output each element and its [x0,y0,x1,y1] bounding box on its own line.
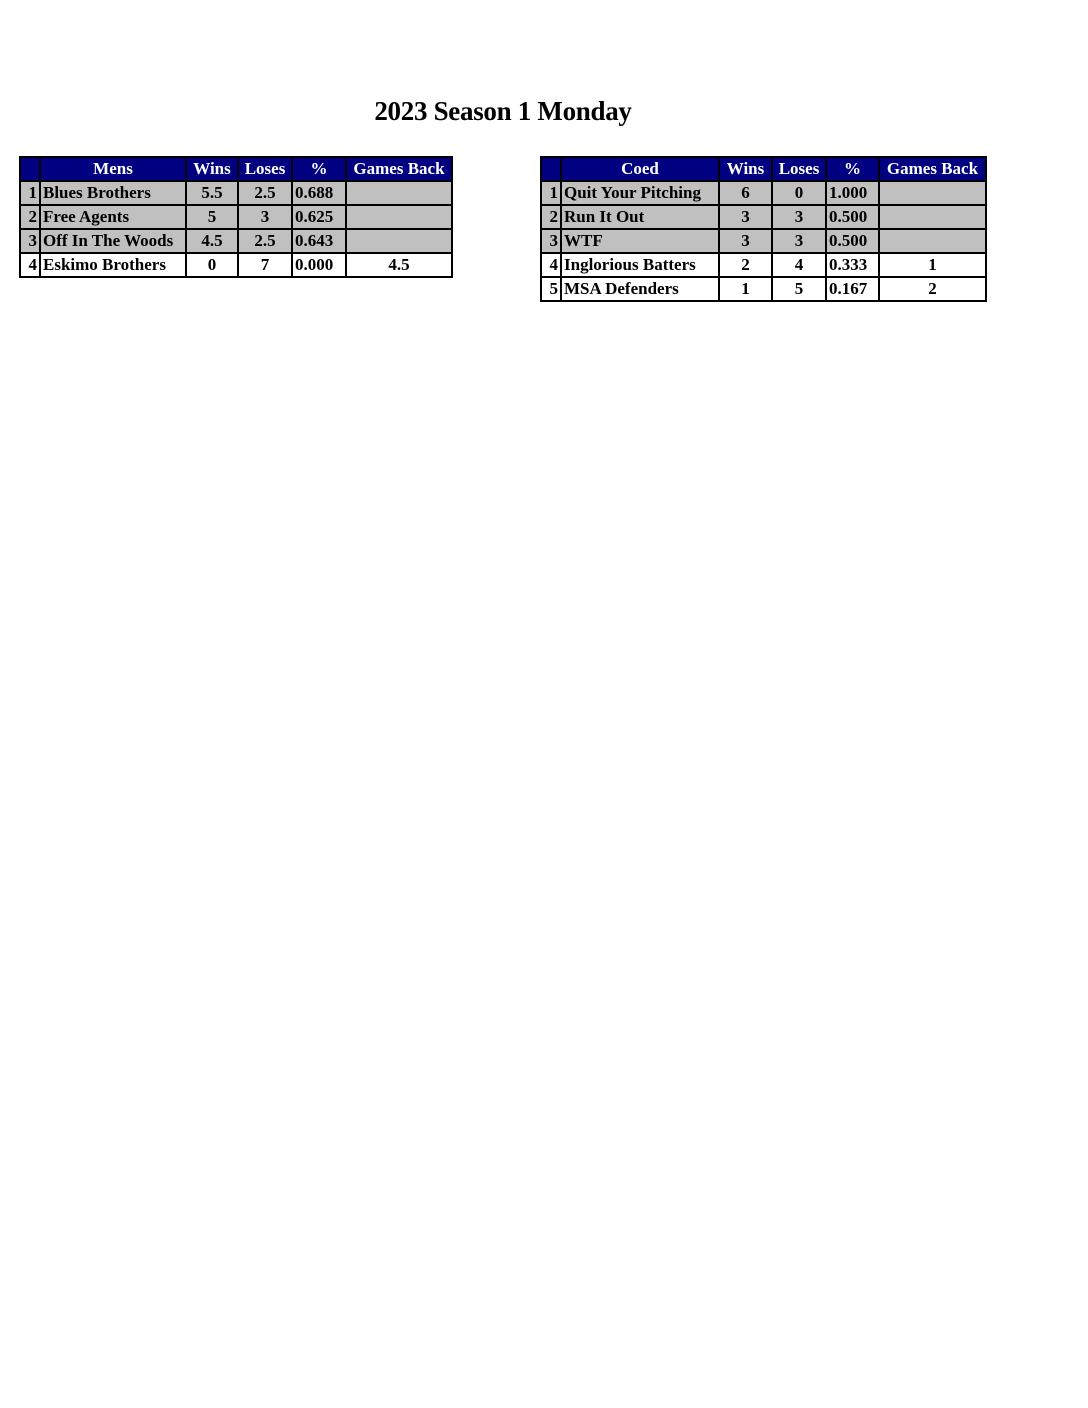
loses-cell: 7 [238,253,292,277]
wins-cell: 5.5 [186,181,238,205]
games-back-cell: 4.5 [346,253,452,277]
wins-cell: 3 [719,205,772,229]
percent-cell: 0.500 [826,205,879,229]
games-back-cell [879,181,986,205]
page-title: 2023 Season 1 Monday [374,96,632,126]
wins-cell: 5 [186,205,238,229]
percent-cell: 0.625 [292,205,346,229]
team-cell: MSA Defenders [561,277,719,301]
loses-cell: 4 [772,253,826,277]
mens-header-row [20,157,452,181]
table-row [541,181,986,205]
coed-header-row [541,157,986,181]
rank-cell: 4 [541,253,561,277]
rank-cell: 2 [20,205,40,229]
team-cell: Quit Your Pitching [561,181,719,205]
coed-standings-table [540,156,987,302]
loses-header: Loses [238,157,292,181]
loses-cell: 3 [772,229,826,253]
rank-header [20,157,40,181]
rank-cell: 3 [541,229,561,253]
team-cell: WTF [561,229,719,253]
games-back-header: Games Back [346,157,452,181]
rank-cell: 1 [541,181,561,205]
wins-cell: 0 [186,253,238,277]
games-back-cell [346,229,452,253]
division-header: Mens [40,157,186,181]
games-back-cell [346,205,452,229]
table-row [20,205,452,229]
games-back-cell [879,205,986,229]
loses-cell: 2.5 [238,181,292,205]
table-row [541,253,986,277]
table-row [20,181,452,205]
table-row [541,229,986,253]
games-back-cell [879,229,986,253]
table-row [20,229,452,253]
loses-cell: 5 [772,277,826,301]
loses-cell: 3 [772,205,826,229]
rank-header [541,157,561,181]
division-header: Coed [561,157,719,181]
table-row [541,277,986,301]
wins-cell: 4.5 [186,229,238,253]
percent-cell: 0.500 [826,229,879,253]
percent-cell: 0.167 [826,277,879,301]
rank-cell: 3 [20,229,40,253]
loses-cell: 0 [772,181,826,205]
percent-cell: 0.000 [292,253,346,277]
rank-cell: 4 [20,253,40,277]
team-cell: Inglorious Batters [561,253,719,277]
rank-cell: 1 [20,181,40,205]
table-row [541,205,986,229]
percent-header: % [826,157,879,181]
wins-header: Wins [719,157,772,181]
wins-cell: 6 [719,181,772,205]
loses-cell: 3 [238,205,292,229]
percent-cell: 0.333 [826,253,879,277]
table-row [20,253,452,277]
wins-header: Wins [186,157,238,181]
wins-cell: 3 [719,229,772,253]
percent-cell: 1.000 [826,181,879,205]
wins-cell: 2 [719,253,772,277]
percent-header: % [292,157,346,181]
games-back-cell [346,181,452,205]
team-cell: Free Agents [40,205,186,229]
loses-header: Loses [772,157,826,181]
games-back-cell: 2 [879,277,986,301]
rank-cell: 2 [541,205,561,229]
team-cell: Off In The Woods [40,229,186,253]
rank-cell: 5 [541,277,561,301]
games-back-cell: 1 [879,253,986,277]
team-cell: Eskimo Brothers [40,253,186,277]
games-back-header: Games Back [879,157,986,181]
team-cell: Run It Out [561,205,719,229]
percent-cell: 0.643 [292,229,346,253]
team-cell: Blues Brothers [40,181,186,205]
percent-cell: 0.688 [292,181,346,205]
loses-cell: 2.5 [238,229,292,253]
wins-cell: 1 [719,277,772,301]
mens-standings-table [19,156,453,278]
